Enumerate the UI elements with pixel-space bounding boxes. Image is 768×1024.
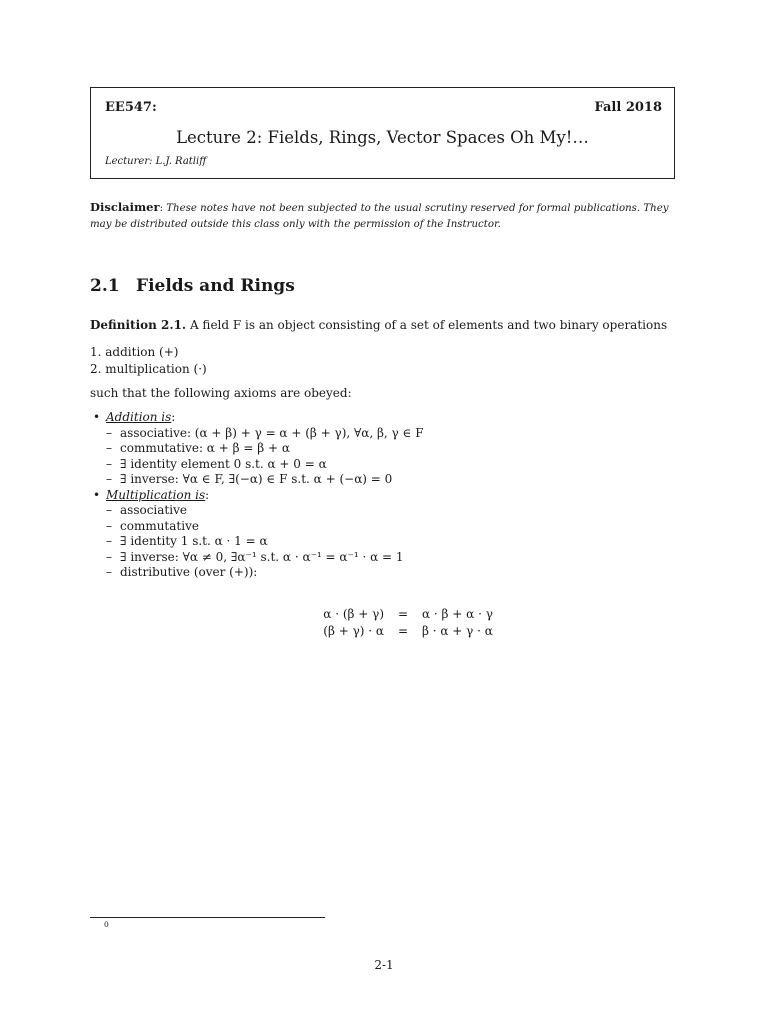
addition-heading: • Addition is: <box>93 410 176 424</box>
multiplication-heading: • Multiplication is: <box>93 487 210 502</box>
definition-label: Definition 2.1. <box>90 318 187 332</box>
page-number: 2-1 <box>374 958 394 972</box>
bullet-icon: • <box>93 487 101 502</box>
bullet-icon: • <box>93 410 101 424</box>
list-item: 2. multiplication (·) <box>90 362 207 376</box>
equation-row: α · (β + γ) = α · β + α · γ <box>323 607 493 621</box>
list-item: – associative <box>106 503 187 517</box>
term: Fall 2018 <box>594 100 662 115</box>
definition <box>90 318 667 332</box>
list-item: – associative: (α + β) + γ = α + (β + γ), ∀α, β, γ ∈ F <box>106 425 424 440</box>
lecture-header-box <box>90 87 675 179</box>
definition-text: A field F is an object consisting of a set of elements and two binary operations <box>189 318 668 332</box>
list-item: – distributive (over (+)): <box>106 565 258 579</box>
disclaimer-text: These notes have not been subjected to the usual scrutiny reserved for formal publications. They may be distributed outside this class only with the permission of the Instructor. <box>90 203 669 230</box>
disclaimer-label: Disclaimer <box>90 200 160 214</box>
multiplication-heading-label: Multiplication is <box>106 487 206 502</box>
distributive-equations <box>318 606 493 640</box>
addition-heading-label: Addition is <box>106 410 172 424</box>
disclaimer <box>90 199 682 233</box>
list-item: – ∃ inverse: ∀α ≠ 0, ∃α⁻¹ s.t. α · α⁻¹ = α⁻¹ · α = 1 <box>106 549 404 564</box>
list-item: 1. addition (+) <box>90 345 179 359</box>
footnote-mark: 0 <box>104 920 109 929</box>
list-item: – commutative <box>106 518 199 533</box>
disclaimer-colon: : <box>159 203 163 214</box>
list-item: – ∃ identity 1 s.t. α · 1 = α <box>106 534 268 548</box>
lecture-title: Lecture 2: Fields, Rings, Vector Spaces Oh My!… <box>176 128 589 147</box>
operations-list <box>90 344 207 378</box>
footnote-rule <box>90 917 325 918</box>
axioms-list <box>90 410 424 581</box>
list-item: – ∃ identity element 0 s.t. α + 0 = α <box>106 456 327 471</box>
axioms-intro: such that the following axioms are obeyed: <box>90 386 352 400</box>
lecturer: Lecturer: L.J. Ratliff <box>105 156 207 167</box>
section-heading <box>90 276 295 296</box>
course-code: EE547: <box>105 100 157 115</box>
section-title: Fields and Rings <box>136 276 295 296</box>
equation-row: (β + γ) · α = β · α + γ · α <box>323 624 493 638</box>
list-item: – commutative: α + β = β + α <box>106 441 290 455</box>
section-number: 2.1 <box>90 276 120 296</box>
list-item: – ∃ inverse: ∀α ∈ F, ∃(−α) ∈ F s.t. α + (−α) = 0 <box>106 472 393 486</box>
